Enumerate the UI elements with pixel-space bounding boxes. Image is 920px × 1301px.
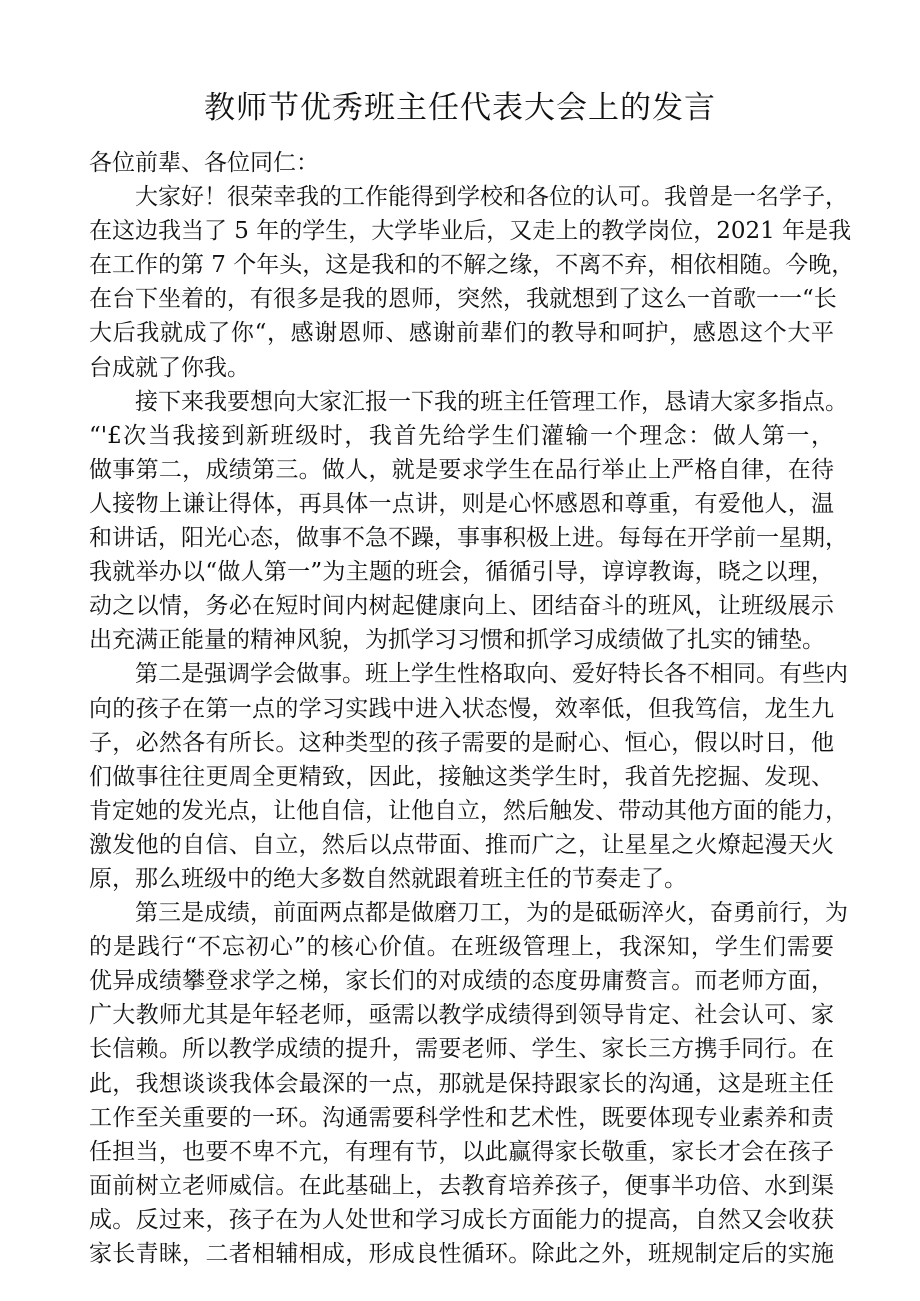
text-line: 在工作的第 7 个年头，这是我和的不解之缘，不离不弃，相依相随。今晚， bbox=[89, 252, 855, 279]
text-line: 出充满正能量的精神风貌，为抓学习习惯和抓学习成绩做了扎实的铺垫。 bbox=[89, 627, 825, 654]
text-line: 子，必然各有所长。这种类型的孩子需要的是耐心、恒心，假以时日，他 bbox=[89, 729, 834, 756]
text-line: 第二是强调学会做事。班上学生性格取向、爱好特长各不相同。有些内 bbox=[135, 661, 848, 688]
text-line: 成。反过来，孩子在为人处世和学习成长方面能力的提高，自然又会收获 bbox=[89, 1206, 834, 1233]
text-line: 向的孩子在第一点的学习实践中进入状态慢，效率低，但我笃信，龙生九 bbox=[89, 695, 834, 722]
text-line: 各位前辈、各位同仁： bbox=[89, 150, 319, 176]
text-line: 家长青睐，二者相辅相成，形成良性循环。除此之外，班规制定后的实施 bbox=[89, 1241, 834, 1267]
text-line: 我就举办以“做人第一”为主题的班会，循循引导，谆谆教诲，晓之以理， bbox=[89, 559, 834, 586]
text-line: 大后我就成了你“，感谢恩师、感谢前辈们的教导和呵护，感恩这个大平 bbox=[89, 320, 834, 347]
page-title: 教师节优秀班主任代表大会上的发言 bbox=[204, 90, 716, 126]
text-line: 广大教师尤其是年轻老师，亟需以教学成绩得到领导肯定、社会认可、家 bbox=[89, 1002, 834, 1029]
text-line: 和讲话，阳光心态，做事不急不躁，事事积极上进。每每在开学前一星期， bbox=[89, 525, 848, 552]
text-line: 在台下坐着的，有很多是我的恩师，突然，我就想到了这么一首歌一一“长 bbox=[89, 286, 837, 313]
text-line: 在这边我当了 5 年的学生，大学毕业后，又走上的教学岗位，2021 年是我 bbox=[89, 218, 852, 245]
text-line: 工作至关重要的一环。沟通需要科学性和艺术性，既要体现专业素养和责 bbox=[89, 1104, 834, 1131]
text-line: 肯定她的发光点，让他自信，让他自立，然后触发、带动其他方面的能力， bbox=[89, 797, 848, 824]
text-line: 任担当，也要不卑不亢，有理有节，以此赢得家长敬重，家长才会在孩子 bbox=[89, 1138, 834, 1165]
text-line: 接下来我要想向大家汇报一下我的班主任管理工作，恳请大家多指点。 bbox=[135, 388, 848, 415]
text-line: 的是践行“不忘初心”的核心价值。在班级管理上，我深知，学生们需要 bbox=[89, 934, 834, 961]
text-line: 们做事往往更周全更精致，因此，接触这类学生时，我首先挖掘、发现、 bbox=[89, 763, 834, 790]
text-line: 第三是成绩，前面两点都是做磨刀工，为的是砥砺淬火，奋勇前行，为 bbox=[135, 900, 848, 927]
text-line: 面前树立老师威信。在此基础上，去教育培养孩子，便事半功倍、水到渠 bbox=[89, 1172, 834, 1199]
text-line: 做事第二，成绩第三。做人，就是要求学生在品行举止上严格自律，在待 bbox=[89, 456, 834, 483]
text-line: 优异成绩攀登求学之梯，家长们的对成绩的态度毋庸赘言。而老师方面， bbox=[89, 968, 834, 995]
text-line: 人接物上谦让得体，再具体一点讲，则是心怀感恩和尊重，有爱他人，温 bbox=[89, 490, 834, 517]
text-line: 动之以情，务必在短时间内树起健康向上、团结奋斗的班风，让班级展示 bbox=[89, 593, 834, 620]
text-line: 激发他的自信、自立，然后以点带面、推而广之，让星星之火燎起漫天火 bbox=[89, 831, 834, 858]
text-line: 大家好！很荣幸我的工作能得到学校和各位的认可。我曾是一名学子， bbox=[135, 184, 848, 211]
text-line: 此，我想谈谈我体会最深的一点，那就是保持跟家长的沟通，这是班主任 bbox=[89, 1070, 834, 1097]
text-line: 原，那么班级中的绝大多数自然就跟着班主任的节奏走了。 bbox=[89, 865, 687, 892]
text-line: 长信赖。所以教学成绩的提升，需要老师、学生、家长三方携手同行。在 bbox=[89, 1036, 834, 1063]
text-line: 台成就了你我。 bbox=[89, 354, 250, 381]
text-line: “'£次当我接到新班级时，我首先给学生们灌输一个理念：做人第一， bbox=[89, 422, 834, 449]
document-body bbox=[89, 146, 855, 1271]
